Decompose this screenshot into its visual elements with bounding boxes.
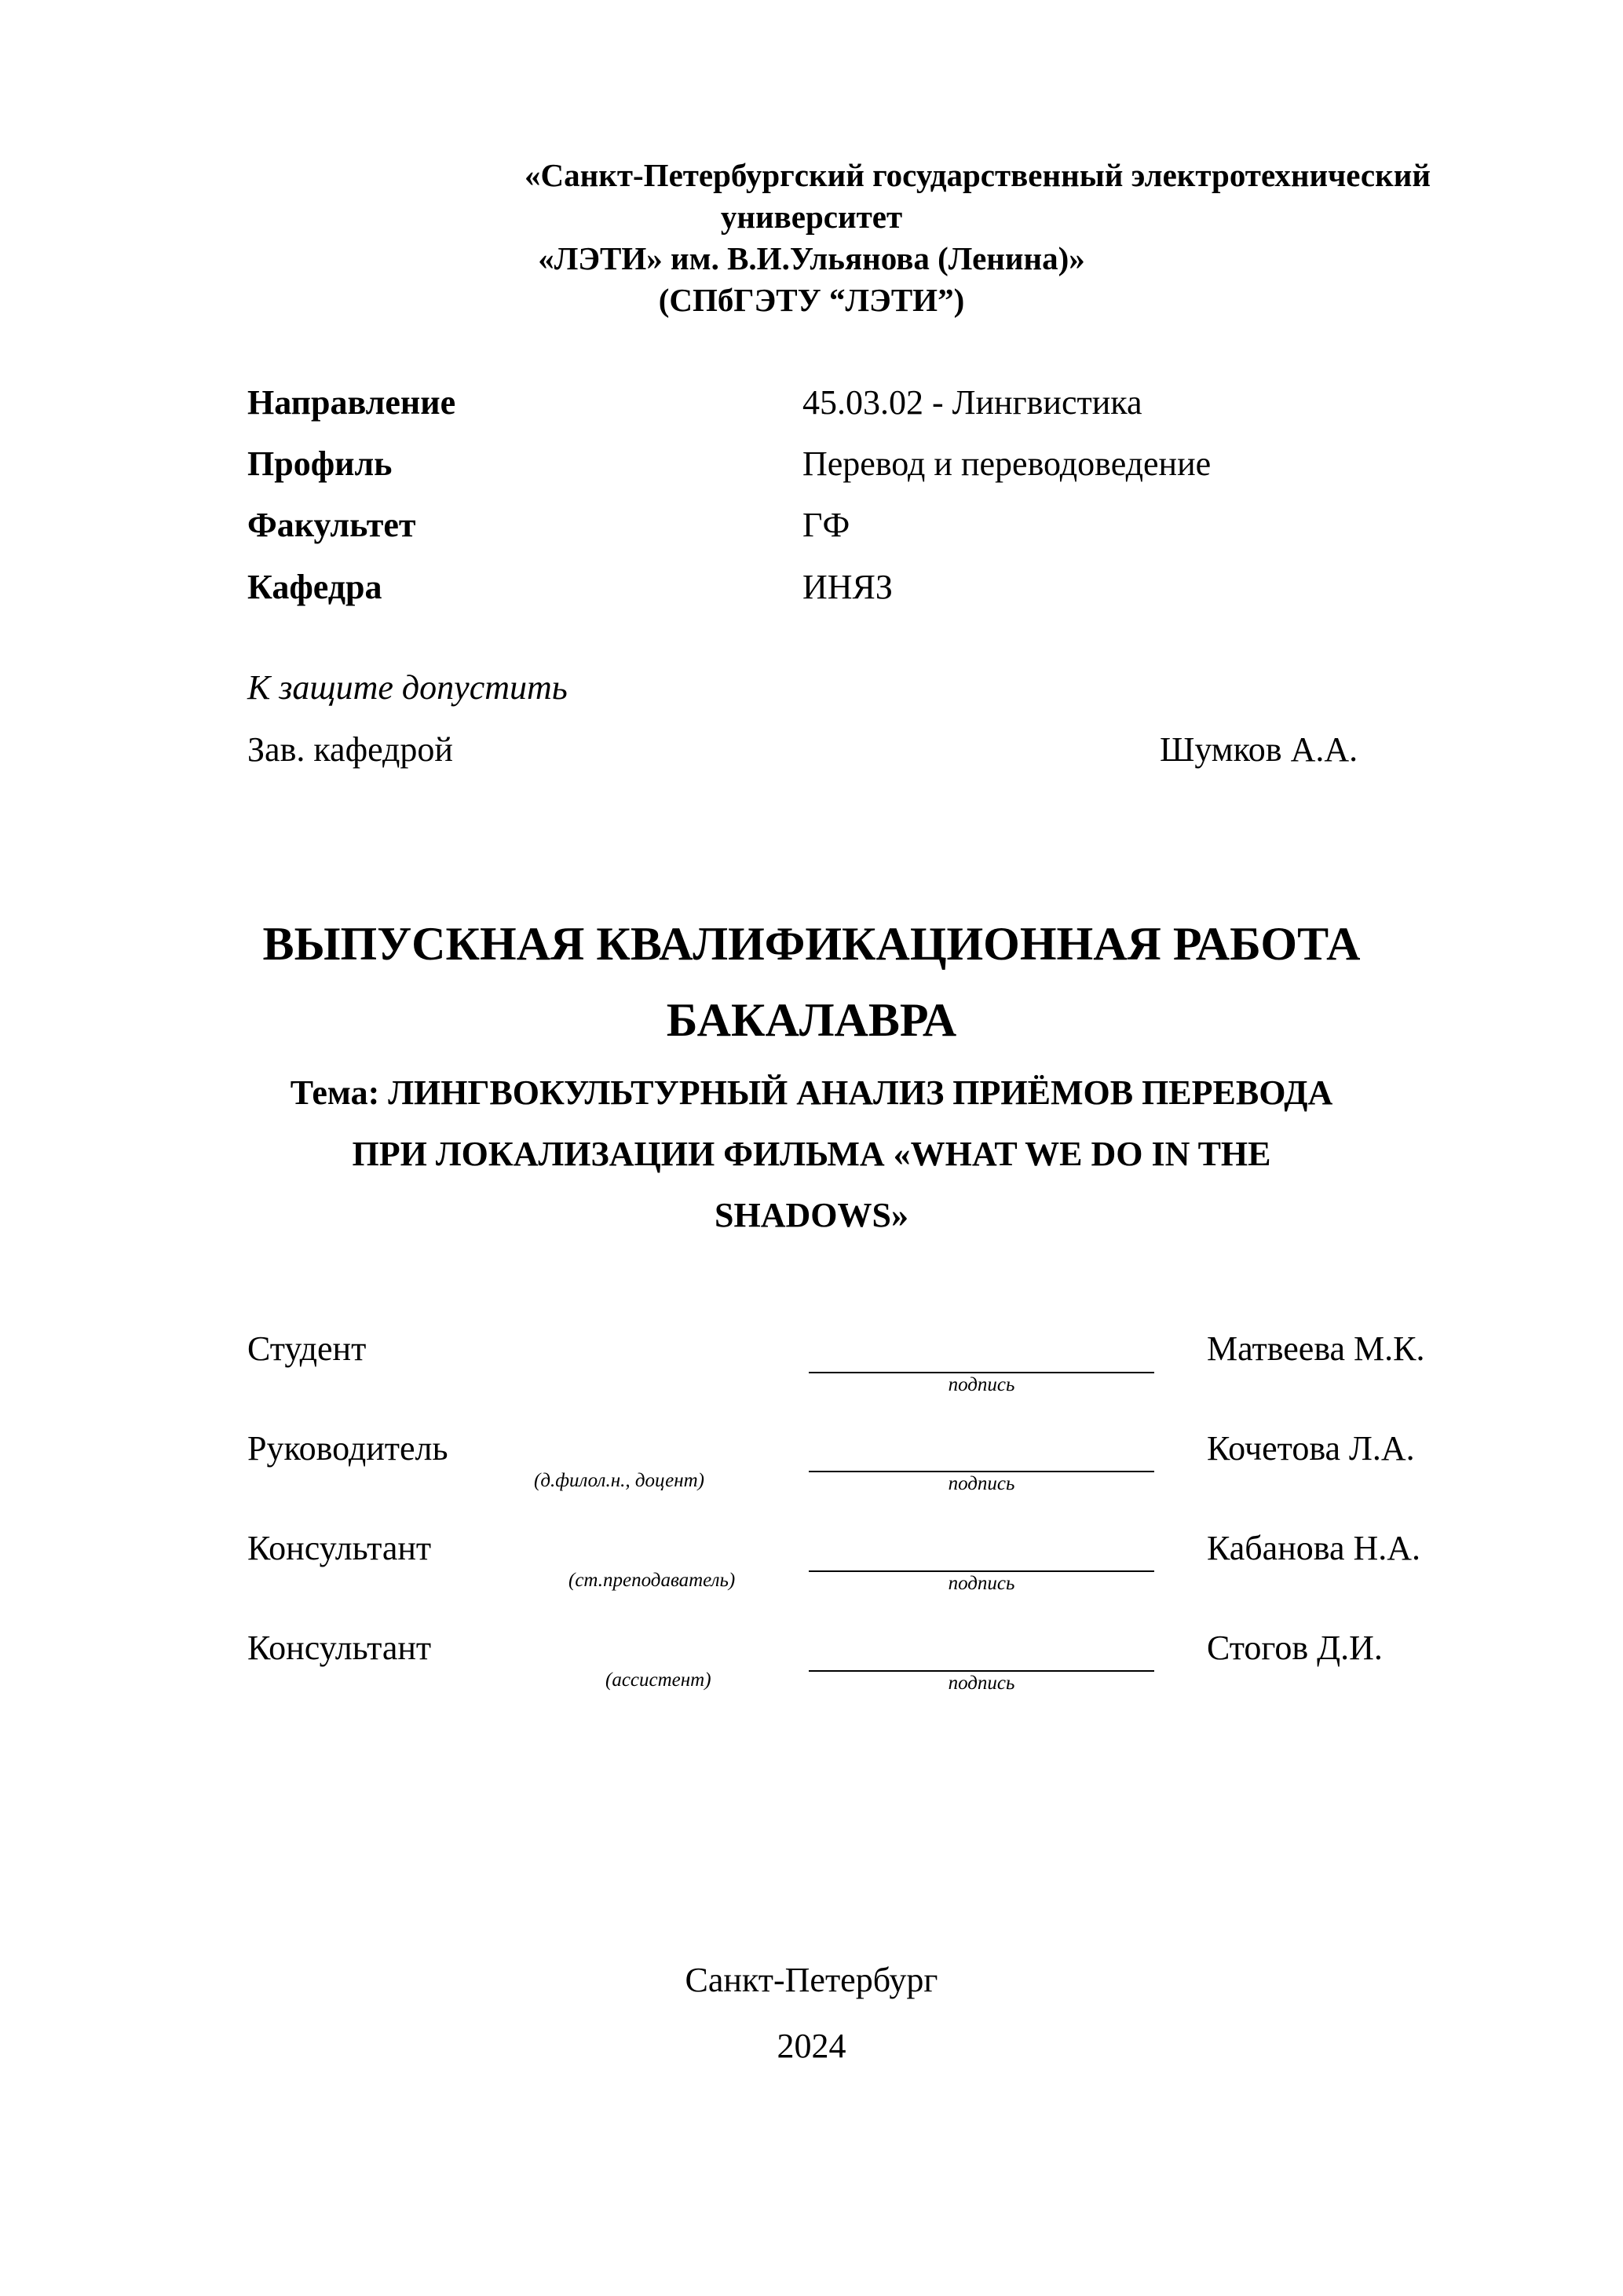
- student-signature-caption: подпись: [948, 1374, 1015, 1395]
- university-abbreviation: (СПбГЭТУ “ЛЭТИ”): [658, 282, 965, 318]
- student-name: Матвеева М.К.: [1207, 1329, 1425, 1368]
- profile-label: Профиль: [247, 444, 393, 483]
- university-name-line3: «ЛЭТИ» им. В.И.Ульянова (Ленина)»: [538, 240, 1085, 276]
- direction-value: 45.03.02 - Лингвистика: [802, 383, 1142, 422]
- consultant2-role: Консультант: [247, 1629, 432, 1667]
- consultant1-degree: (ст.преподаватель): [568, 1570, 736, 1591]
- head-of-department-name: Шумков А.А.: [1160, 730, 1358, 769]
- university-name-line2: университет: [720, 199, 903, 235]
- supervisor-degree: (д.филол.н., доцент): [534, 1470, 705, 1491]
- department-label: Кафедра: [247, 568, 382, 606]
- student-role: Студент: [247, 1329, 367, 1368]
- document-title-line1: ВЫПУСКНАЯ КВАЛИФИКАЦИОННАЯ РАБОТА: [262, 918, 1361, 970]
- document-title-line2: БАКАЛАВРА: [666, 994, 957, 1046]
- consultant2-degree: (ассистент): [605, 1669, 711, 1691]
- consultant1-name: Кабанова Н.А.: [1207, 1529, 1421, 1567]
- consultant1-role: Консультант: [247, 1529, 432, 1567]
- supervisor-role: Руководитель: [247, 1429, 448, 1468]
- theme-line3: SHADOWS»: [715, 1196, 908, 1234]
- consultant2-signature-caption: подпись: [948, 1673, 1015, 1694]
- head-of-department-label: Зав. кафедрой: [247, 730, 453, 769]
- university-name-line1: «Санкт-Петербургский государственный электротехнический: [525, 157, 1431, 193]
- faculty-value: ГФ: [802, 506, 850, 544]
- supervisor-name: Кочетова Л.А.: [1207, 1429, 1415, 1468]
- direction-label: Направление: [247, 383, 456, 422]
- supervisor-signature-line: [809, 1471, 1154, 1472]
- profile-value: Перевод и переводоведение: [802, 444, 1212, 483]
- department-value: ИНЯЗ: [802, 568, 893, 606]
- faculty-label: Факультет: [247, 506, 416, 544]
- year: 2024: [777, 2027, 846, 2065]
- consultant1-signature-line: [809, 1570, 1154, 1572]
- approval-text: К защите допустить: [247, 668, 568, 707]
- consultant2-signature-line: [809, 1670, 1154, 1672]
- city: Санкт-Петербург: [685, 1961, 938, 1999]
- student-signature-line: [809, 1372, 1154, 1373]
- consultant1-signature-caption: подпись: [948, 1573, 1015, 1594]
- theme-line1: Тема: ЛИНГВОКУЛЬТУРНЫЙ АНАЛИЗ ПРИЁМОВ ПЕРЕВОДА: [290, 1073, 1333, 1112]
- supervisor-signature-caption: подпись: [948, 1473, 1015, 1494]
- theme-line2: ПРИ ЛОКАЛИЗАЦИИ ФИЛЬМА «WHAT WE DO IN THE: [352, 1135, 1271, 1173]
- consultant2-name: Стогов Д.И.: [1207, 1629, 1383, 1667]
